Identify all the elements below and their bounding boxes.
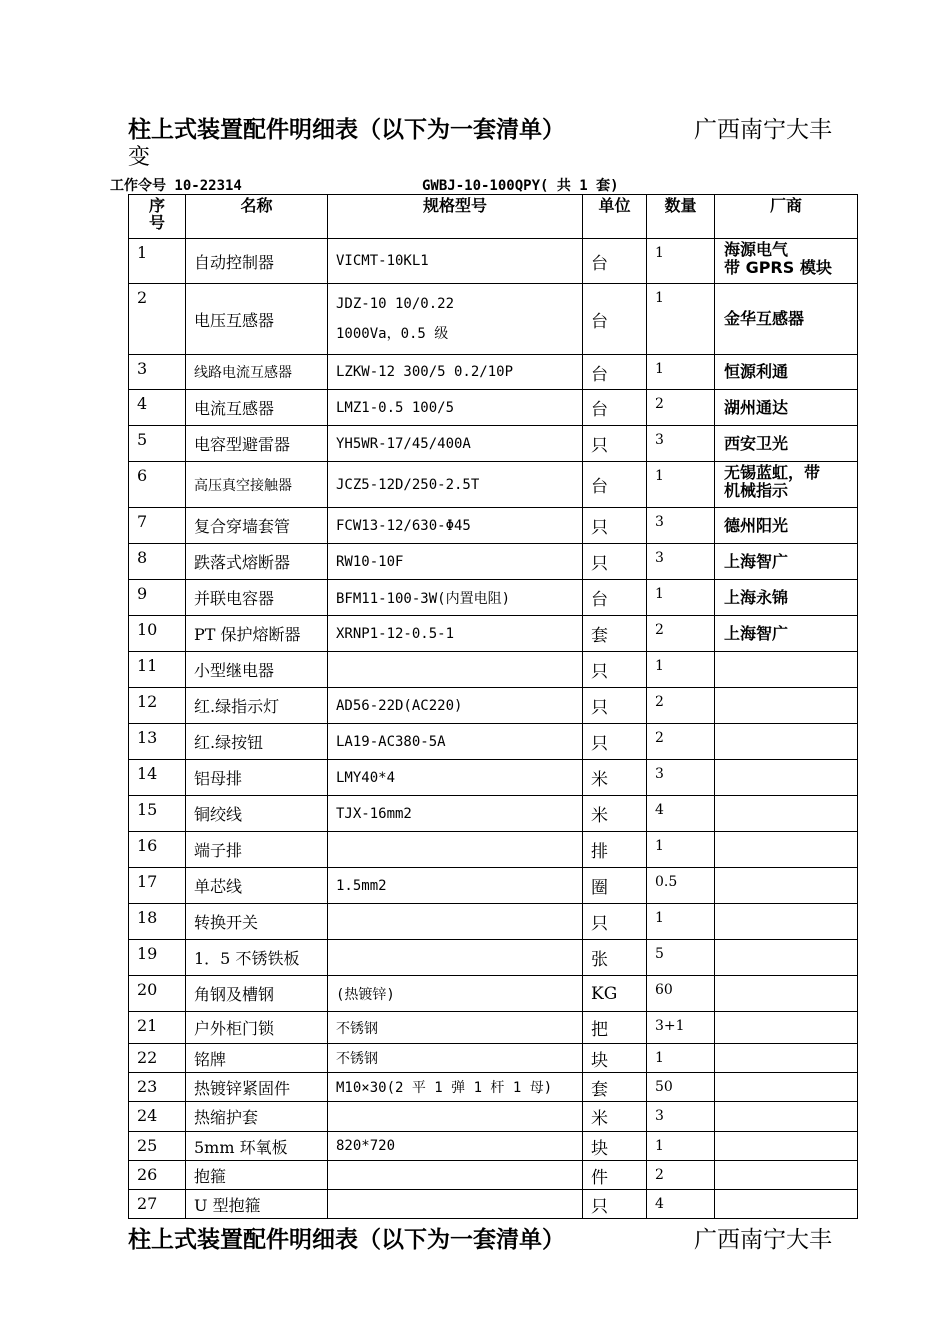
row-spec: 1.5mm2	[328, 868, 583, 904]
maker-line-1: 上海智广	[724, 623, 789, 643]
table-row	[129, 355, 858, 390]
row-spec: XRNP1-12-0.5-1	[328, 616, 583, 652]
row-no: 11	[129, 652, 186, 688]
table-row	[129, 462, 858, 508]
row-no: 7	[129, 508, 186, 544]
row-spec	[328, 652, 583, 688]
row-unit: 只	[583, 426, 647, 462]
row-qty: 2	[647, 688, 715, 724]
row-qty: 1	[647, 904, 715, 940]
row-qty: 1	[647, 1132, 715, 1161]
row-maker	[715, 976, 858, 1012]
row-maker	[715, 1073, 858, 1102]
row-spec: 820*720	[328, 1132, 583, 1161]
row-maker	[715, 616, 858, 652]
row-no: 15	[129, 796, 186, 832]
row-maker	[715, 1132, 858, 1161]
row-maker	[715, 462, 858, 508]
row-qty: 2	[647, 616, 715, 652]
row-spec	[328, 1161, 583, 1190]
row-unit: 件	[583, 1161, 647, 1190]
row-spec	[328, 1102, 583, 1132]
row-spec: LZKW-12 300/5 0.2/10P	[328, 355, 583, 390]
row-name: 角钢及槽钢	[186, 976, 328, 1012]
row-unit: 台	[583, 239, 647, 284]
table-row	[129, 688, 858, 724]
row-spec: AD56-22D(AC220)	[328, 688, 583, 724]
row-qty: 1	[647, 832, 715, 868]
row-qty: 60	[647, 976, 715, 1012]
row-name: 铝母排	[186, 760, 328, 796]
row-no: 19	[129, 940, 186, 976]
table-row	[129, 1161, 858, 1190]
work-order: 工作令号 10-22314	[110, 178, 242, 194]
row-no: 22	[129, 1044, 186, 1073]
row-unit: 张	[583, 940, 647, 976]
row-name: 自动控制器	[186, 239, 328, 284]
row-qty: 3	[647, 426, 715, 462]
table-row	[129, 1102, 858, 1132]
row-no: 1	[129, 239, 186, 284]
row-spec	[328, 832, 583, 868]
row-name: 红.绿按钮	[186, 724, 328, 760]
row-qty: 1	[647, 355, 715, 390]
row-qty: 1	[647, 284, 715, 355]
row-maker	[715, 904, 858, 940]
row-spec: 不锈钢	[328, 1012, 583, 1044]
row-maker	[715, 1161, 858, 1190]
row-no: 23	[129, 1073, 186, 1102]
row-name: 小型继电器	[186, 652, 328, 688]
row-unit: 台	[583, 355, 647, 390]
row-qty: 3	[647, 508, 715, 544]
row-qty: 5	[647, 940, 715, 976]
row-unit: 只	[583, 652, 647, 688]
header-no: 序号	[129, 195, 186, 239]
row-maker	[715, 1012, 858, 1044]
row-maker	[715, 355, 858, 390]
row-spec: LMY40*4	[328, 760, 583, 796]
table-row	[129, 1132, 858, 1161]
row-spec: BFM11-100-3W(内置电阻)	[328, 580, 583, 616]
maker-line-1: 湖州通达	[724, 397, 789, 417]
row-name: 跌落式熔断器	[186, 544, 328, 580]
row-name: 电流互感器	[186, 390, 328, 426]
row-spec: LMZ1-0.5 100/5	[328, 390, 583, 426]
row-qty: 3+1	[647, 1012, 715, 1044]
row-name: 转换开关	[186, 904, 328, 940]
row-unit: 台	[583, 390, 647, 426]
row-unit: 米	[583, 796, 647, 832]
location-continuation: 变	[128, 145, 151, 170]
footer-title-text: 柱上式装置配件明细表（以下为一套清单）	[128, 1227, 565, 1253]
row-name: 并联电容器	[186, 580, 328, 616]
row-maker	[715, 390, 858, 426]
row-maker	[715, 832, 858, 868]
maker-line-1: 上海永锦	[724, 587, 789, 607]
row-maker	[715, 508, 858, 544]
table-row	[129, 284, 858, 355]
row-spec	[328, 1190, 583, 1219]
row-unit: 台	[583, 284, 647, 355]
table-header-row	[129, 195, 858, 239]
maker-line-1: 恒源利通	[724, 362, 789, 381]
row-name: 高压真空接触器	[186, 462, 328, 508]
table-row	[129, 239, 858, 284]
row-no: 4	[129, 390, 186, 426]
row-maker	[715, 688, 858, 724]
row-no: 5	[129, 426, 186, 462]
row-unit: 排	[583, 832, 647, 868]
row-maker	[715, 868, 858, 904]
row-no: 13	[129, 724, 186, 760]
maker-line-1: 上海智广	[724, 551, 789, 571]
row-qty: 1	[647, 1044, 715, 1073]
maker-line-1: 海源电气	[724, 240, 789, 259]
table-row	[129, 616, 858, 652]
row-qty: 2	[647, 724, 715, 760]
row-name: 热缩护套	[186, 1102, 328, 1132]
model-info: GWBJ-10-100QPY( 共 1 套)	[422, 178, 619, 194]
row-unit: 圈	[583, 868, 647, 904]
row-unit: 米	[583, 1102, 647, 1132]
row-maker	[715, 1044, 858, 1073]
row-name: 热镀锌紧固件	[186, 1073, 328, 1102]
row-no: 12	[129, 688, 186, 724]
row-qty: 2	[647, 1161, 715, 1190]
header-maker: 厂商	[715, 195, 858, 239]
row-unit: KG	[583, 976, 647, 1012]
row-maker	[715, 1190, 858, 1219]
maker-line-1: 金华互感器	[724, 309, 805, 328]
maker-line-1: 无锡蓝虹，带	[724, 463, 821, 482]
row-no: 25	[129, 1132, 186, 1161]
row-name: 单芯线	[186, 868, 328, 904]
row-no: 2	[129, 284, 186, 355]
row-spec: 不锈钢	[328, 1044, 583, 1073]
row-qty: 50	[647, 1073, 715, 1102]
table-row	[129, 832, 858, 868]
row-maker	[715, 544, 858, 580]
table-row	[129, 760, 858, 796]
maker-line-1: 西安卫光	[724, 433, 789, 453]
row-qty: 1	[647, 652, 715, 688]
row-maker	[715, 796, 858, 832]
row-no: 6	[129, 462, 186, 508]
row-spec: JCZ5-12D/250-2.5T	[328, 462, 583, 508]
row-no: 9	[129, 580, 186, 616]
row-maker	[715, 724, 858, 760]
header-spec: 规格型号	[328, 195, 583, 239]
table-row	[129, 390, 858, 426]
table-row	[129, 652, 858, 688]
row-no: 18	[129, 904, 186, 940]
row-unit: 把	[583, 1012, 647, 1044]
row-maker	[715, 239, 858, 284]
row-no: 14	[129, 760, 186, 796]
row-unit: 只	[583, 508, 647, 544]
row-no: 8	[129, 544, 186, 580]
header-name: 名称	[186, 195, 328, 239]
row-name: 抱箍	[186, 1161, 328, 1190]
row-spec	[328, 940, 583, 976]
row-maker	[715, 652, 858, 688]
row-maker	[715, 1102, 858, 1132]
row-name: PT 保护熔断器	[186, 616, 328, 652]
row-no: 3	[129, 355, 186, 390]
row-name: 红.绿指示灯	[186, 688, 328, 724]
row-maker	[715, 284, 858, 355]
row-name: 复合穿墙套管	[186, 508, 328, 544]
row-spec: LA19-AC380-5A	[328, 724, 583, 760]
title-text: 柱上式装置配件明细表（以下为一套清单）	[128, 117, 565, 143]
footer-title	[128, 1226, 832, 1254]
row-no: 20	[129, 976, 186, 1012]
table-row	[129, 1012, 858, 1044]
row-unit: 块	[583, 1044, 647, 1073]
row-unit: 只	[583, 904, 647, 940]
row-name: 电容型避雷器	[186, 426, 328, 462]
table-row	[129, 1073, 858, 1102]
table-row	[129, 976, 858, 1012]
row-qty: 1	[647, 462, 715, 508]
row-name: 端子排	[186, 832, 328, 868]
row-name: 电压互感器	[186, 284, 328, 355]
table-row	[129, 1190, 858, 1219]
table-row	[129, 940, 858, 976]
header-qty: 数量	[647, 195, 715, 239]
row-unit: 台	[583, 462, 647, 508]
row-qty: 0.5	[647, 868, 715, 904]
row-qty: 3	[647, 544, 715, 580]
row-unit: 只	[583, 724, 647, 760]
row-spec: M10×30(2 平 1 弹 1 杆 1 母)	[328, 1073, 583, 1102]
maker-line-2: 机械指示	[724, 481, 789, 500]
row-maker	[715, 580, 858, 616]
row-spec: RW10-10F	[328, 544, 583, 580]
row-name: 铜绞线	[186, 796, 328, 832]
row-no: 16	[129, 832, 186, 868]
row-name: 铭牌	[186, 1044, 328, 1073]
row-spec	[328, 904, 583, 940]
table-row	[129, 580, 858, 616]
row-maker	[715, 940, 858, 976]
row-qty: 1	[647, 239, 715, 284]
row-spec: YH5WR-17/45/400A	[328, 426, 583, 462]
row-unit: 米	[583, 760, 647, 796]
row-no: 24	[129, 1102, 186, 1132]
row-spec	[328, 284, 583, 355]
maker-line-1: 德州阳光	[724, 515, 789, 535]
table-row	[129, 796, 858, 832]
row-qty: 4	[647, 796, 715, 832]
table-row	[129, 868, 858, 904]
row-maker	[715, 426, 858, 462]
row-name: 5mm 环氧板	[186, 1132, 328, 1161]
table-row	[129, 426, 858, 462]
row-qty: 4	[647, 1190, 715, 1219]
row-maker	[715, 760, 858, 796]
row-no: 27	[129, 1190, 186, 1219]
row-no: 10	[129, 616, 186, 652]
spec-line-2: 1000Va，0.5 级	[336, 326, 449, 342]
row-qty: 2	[647, 390, 715, 426]
row-unit: 只	[583, 544, 647, 580]
row-spec: FCW13-12/630-Φ45	[328, 508, 583, 544]
row-unit: 台	[583, 580, 647, 616]
page-title	[128, 116, 832, 144]
row-qty: 3	[647, 1102, 715, 1132]
spec-line-1: JDZ-10 10/0.22	[336, 296, 455, 312]
footer-location-text: 广西南宁大丰	[694, 1227, 832, 1253]
table-row	[129, 904, 858, 940]
row-spec: VICMT-10KL1	[328, 239, 583, 284]
row-qty: 1	[647, 580, 715, 616]
row-no: 26	[129, 1161, 186, 1190]
row-unit: 只	[583, 1190, 647, 1219]
row-unit: 只	[583, 688, 647, 724]
row-qty: 3	[647, 760, 715, 796]
maker-line-2: 带 GPRS 模块	[724, 258, 832, 277]
row-spec: TJX-16mm2	[328, 796, 583, 832]
row-name: 1．5 不锈铁板	[186, 940, 328, 976]
row-spec: (热镀锌)	[328, 976, 583, 1012]
row-name: U 型抱箍	[186, 1190, 328, 1219]
header-unit: 单位	[583, 195, 647, 239]
location-text: 广西南宁大丰	[694, 117, 832, 143]
parts-table	[128, 194, 858, 1219]
row-unit: 块	[583, 1132, 647, 1161]
row-unit: 套	[583, 616, 647, 652]
row-no: 17	[129, 868, 186, 904]
table-row	[129, 724, 858, 760]
table-row	[129, 508, 858, 544]
table-row	[129, 1044, 858, 1073]
row-name: 户外柜门锁	[186, 1012, 328, 1044]
table-row	[129, 544, 858, 580]
row-unit: 套	[583, 1073, 647, 1102]
row-no: 21	[129, 1012, 186, 1044]
row-name: 线路电流互感器	[186, 355, 328, 390]
